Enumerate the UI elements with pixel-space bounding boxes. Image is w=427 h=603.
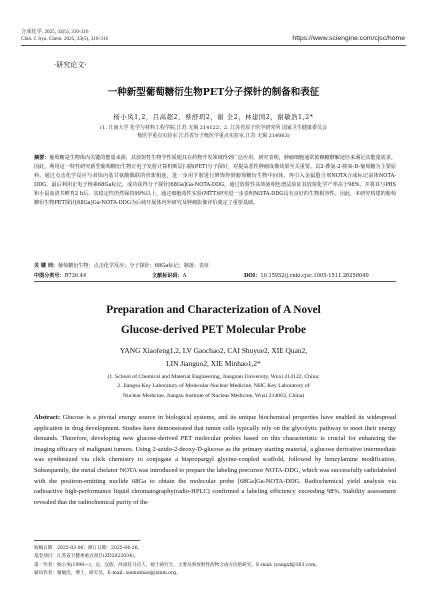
affiliation-cn-line: 核医学重点实验室 江苏省分子核医学重点实验室,江苏 无锡 214063) [137, 133, 290, 139]
title-en-line: Glucose-derived PET Molecular Probe [121, 324, 306, 336]
journal-url-link[interactable]: https://www.sciengine.com/cjsc/home [292, 35, 405, 42]
keywords-cn-text: 葡萄糖衍生物；点击化学反应；分子探针；68Ga标记；制备；表征 [57, 263, 210, 269]
abstract-en [34, 413, 396, 508]
abstract-cn-label: 摘要： [34, 155, 50, 161]
abstract-cn [34, 154, 396, 209]
document-code: 文献标识码：A [152, 273, 187, 279]
authors-en-line: LIN Jianguo2, XIE Minhao1,2* [166, 359, 261, 368]
doi: DOI：10.15952/j.cnki.cjsc.1005-1511.20250040 [244, 273, 369, 279]
footnotes [34, 545, 396, 578]
abstract-cn-text: 葡萄糖是生物体内关键的能量来源，其放射性生物学性质使其在药物开发领域得到广泛应用。研究表明，肿瘤细胞通常依赖糖酵解途径来满足其能量需求。因此，利用这一特性研究新型葡萄糖衍生物正电子发射计算机断层扫描(PET)分子探针，对提高恶性肿瘤成像效果至关重要。以2-叠氮-2-脱氧-D-葡萄糖为主要原料，通过点击化学反应与双炔丙基甘氨酸偶联的骨架相连，进一步用苄胺进行修饰得到葡萄糖衍生物中间体，再引入金属螯合剂NOTA合成标记前体NOTA-DDG，最后利用正电子核素68Ga标记，成功获得分子探针[68Ga]Ga-NOTA-DDG。通过放射性高效液相色谱法验证其放射化学产率高于98%，并将其与PBS和小鼠血清共孵育2 h后，其稳定性仍然保持99%以上。通过细胞毒性实验(MTT)研究进一步表明NOTA-DDG具有良好的生物相容性。因此，本研究构建的葡萄糖衍生物PET探针[68Ga]Ga-NOTA-DDG为后续开展体内外研究及肿瘤影像评价奠定了重要基础。 [34, 155, 396, 207]
journal-citation [21, 29, 108, 43]
title-en [0, 300, 427, 340]
header-divider [21, 45, 406, 46]
journal-citation-cn: 合成化学, 2025, 33(5), 310-316 [21, 29, 89, 35]
metadata-divider [34, 281, 396, 282]
footnote-corresponding: 通讯作者：谢敏浩，博士，研究员，E-mail: xieminhao@jsinm.org。 [34, 570, 181, 576]
affiliation-cn-line: (1. 江南大学 化学与材料工程学院,江苏 无锡 214122；2. 江苏省原子医学研究所 国家卫生健康委员会 [100, 125, 327, 131]
affiliation-cn [40, 124, 387, 140]
abstract-en-label: Abstract: [34, 414, 61, 421]
title-cn: 一种新型葡萄糖衍生物PET分子探针的制备和表征 [107, 87, 320, 98]
keywords-cn-label: 关 键 词： [34, 263, 58, 269]
authors-cn: 杨小凤1,2，吕高超2，蔡舒玥2，谢 全2，林建国2，谢敏浩1,2* [113, 114, 314, 121]
doi-link[interactable]: 10.15952/j.cnki.cjsc.1005-1511.20250040 [260, 273, 369, 279]
column-label: ·研究论文· [54, 61, 87, 69]
footnote-divider [34, 540, 140, 541]
keywords-cn [34, 262, 396, 269]
affiliation-en-line: 2. Jiangsu Key Laboratory of Molecular Nuclear Medicine, NHC Key Laboratory of [117, 383, 310, 390]
authors-en-line: YANG Xiaofeng1,2, LV Gaochao2, CAI Shuyue2, XIE Quan2, [119, 346, 308, 355]
affiliation-en-line: (1. School of Chemical and Material Engineering, Jiangnan University, Wuxi 214122, China; [107, 374, 320, 380]
clc-number: 中图分类号：R730.44 [34, 273, 87, 279]
abstract-en-text: Glucose is a pivotal energy source in biological systems, and its unique biochemical properties have enabled its widespread application in drug development. Studies have demonstrated that tumor cells typically rely on the glycolytic pathway to meet their energy demands. Therefore, developing new glucose-derived PET molecular probes based on this characteristic is crucial for enhancing the imaging efficacy of malignant tumors. Using 2-azido-2-deoxy-D-glucose as the primary starting material, a glucose derivative intermediate was synthesized via click chemistry to conjugate a bispropargyl glycine-coupled scaffold, followed by benzylamine modification. Subsequently, the metal chelator NOTA was introduced to prepare the labeling precursor NOTA-DDG, which was successfully radiolabeled with the positron-emitting nuclide 68Ga to obtain the molecular probe [68Ga]Ga-NOTA-DDG. Radiochemical yield analysis via radioactive high-performance liquid chromatography(radio-HPLC) confirmed a labeling efficiency exceeding 98%. Stability assessment revealed that the radiochemical purity of the [34, 414, 397, 506]
authors-en [0, 344, 427, 370]
journal-citation-en: Chin. J. Syn. Chem. 2025, 33(5), 310-316 [21, 36, 109, 42]
affiliation-en-line: Nuclear Medicine, Jiangsu Institute of Nuclear Medicine, Wuxi 214063, China) [122, 392, 305, 399]
footnote-first-author: 第一作者：杨小凤(1998—)，女，汉族，河南驻马店人，硕士研究生，主要从事放射性药物合成方向的研究。E-mail: iyangxf@163.com。 [34, 562, 321, 568]
footnote-received: 收稿日期：2025-03-06；修订日期：2025-04-26。 [34, 546, 143, 551]
title-en-line: Preparation and Characterization of A Novel [106, 304, 321, 316]
footnote-fund: 基金项目：江苏省卫健委重点项目(ZD2022034)。 [34, 554, 139, 560]
affiliation-en [40, 373, 387, 401]
